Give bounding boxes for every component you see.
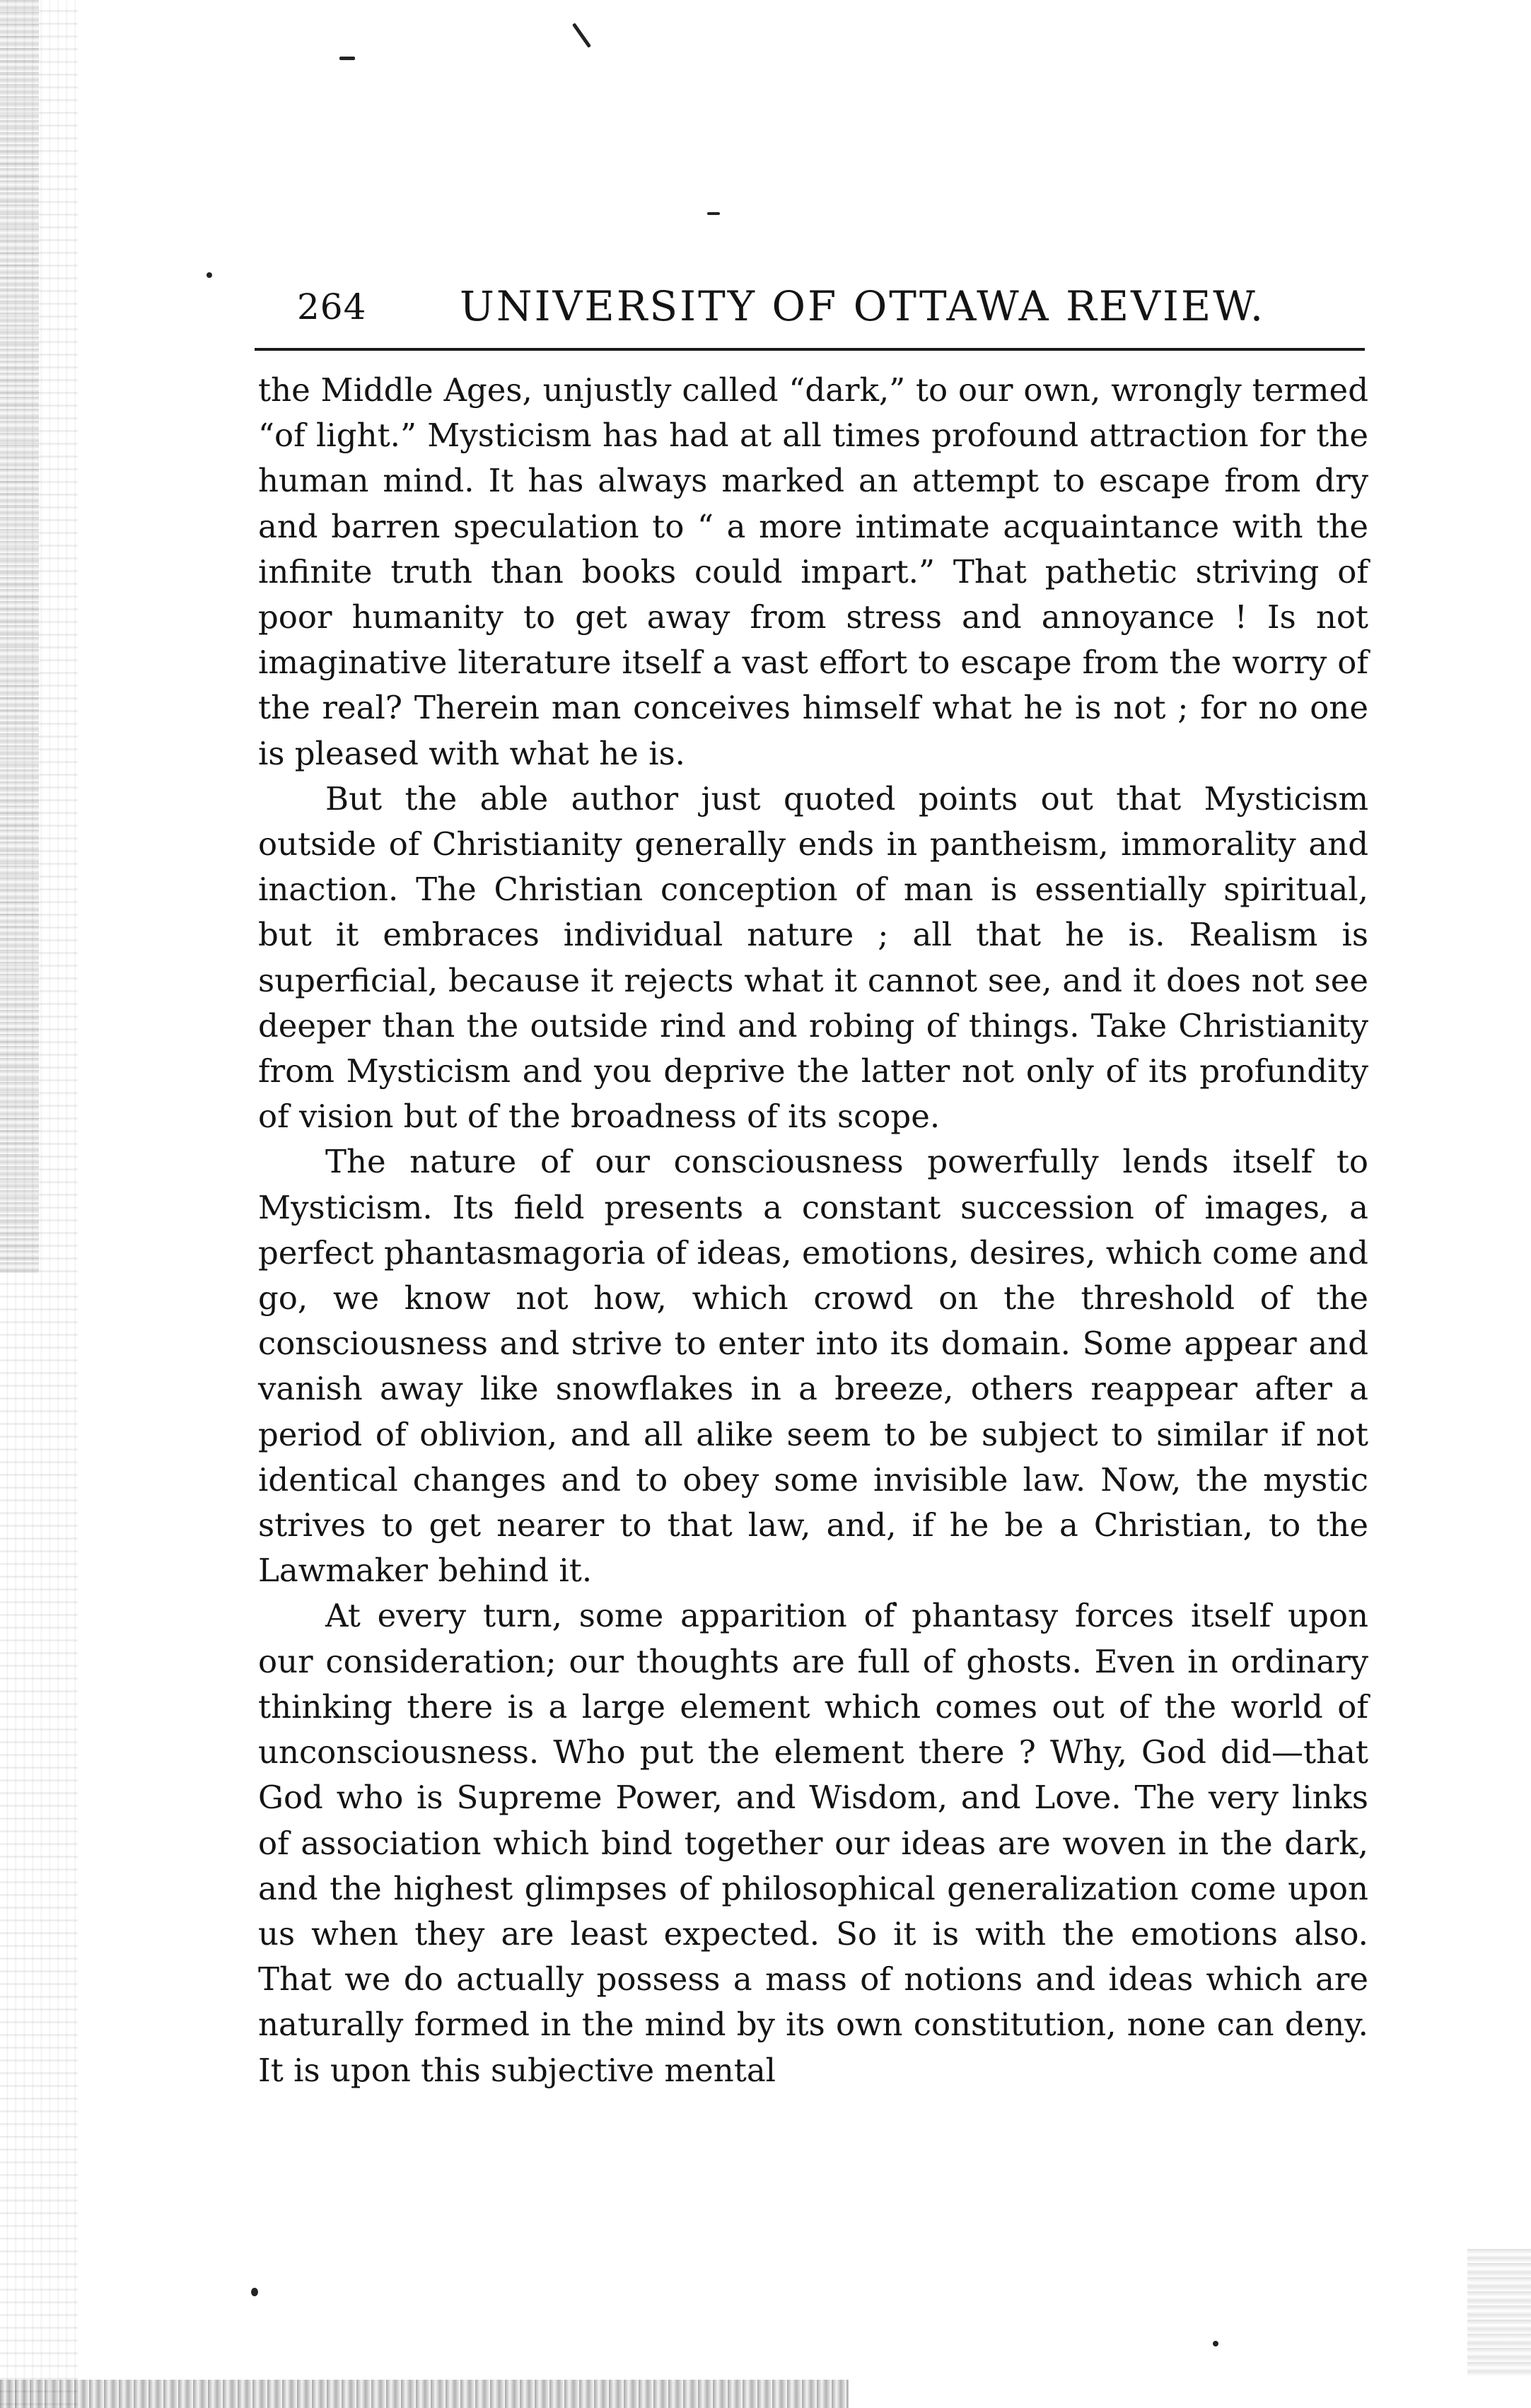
- scan-speck: [206, 272, 212, 278]
- page-number: 264: [297, 286, 367, 327]
- running-header: [297, 279, 1372, 343]
- scan-speck: [1213, 2341, 1218, 2346]
- scan-edge-noise-right: [1467, 2249, 1531, 2376]
- scan-speck: [707, 212, 720, 215]
- scan-speck: [251, 2288, 258, 2296]
- paragraph: At every turn, some apparition of phantasy forces itself upon our consideration; our thoughts are full of ghosts. Even in ordinary thinking there is a large element which comes out of the world of unconsciousness. Who put the element there ? Why, God did—that God who is Supreme Power, and Wisdom, and Love. The very links of association which bind together our ideas are woven in the dark, and the highest glimpses of philosophical generalization come upon us when they are least expected. So it is with the emotions also. That we do actually possess a mass of notions and ideas which are naturally formed in the mind by its own constitution, none can deny. It is upon this subjective mental: [258, 1597, 1368, 2089]
- scan-speck: [339, 57, 355, 60]
- article-body: [258, 368, 1368, 2093]
- scan-speck: [572, 23, 591, 48]
- running-title: UNIVERSITY OF OTTAWA REVIEW.: [460, 282, 1266, 330]
- paragraph: The nature of our consciousness powerfully lends itself to Mysticism. Its field presents a constant succession of images, a perfect phantasmagoria of ideas, emotions, desires, which come and go, we know not how, which crowd on the threshold of the consciousness and strive to enter into its domain. Some appear and vanish away like snowflakes in a breeze, others reappear after a period of oblivion, and all alike seem to be subject to similar if not identical changes and to obey some invisible law. Now, the mystic strives to get nearer to that law, and, if he be a Christian, to the Lawmaker behind it.: [258, 1143, 1368, 1590]
- scan-edge-noise-bottom: [0, 2380, 849, 2408]
- header-rule: [255, 348, 1365, 351]
- paragraph-continued: the Middle Ages, unjustly called “dark,” to our own, wrongly termed “of light.” Mysticism has had at all times profound attraction for the human mind. It has always marked an attempt to escape from dry and barren speculation to “ a more intimate acquaintance with the infinite truth than books could impart.” That pathetic striving of poor humanity to get away from stress and annoyance ! Is not imaginative literature itself a vast effort to escape from the worry of the real? Therein man conceives himself what he is not ; for no one is pleased with what he is.: [258, 371, 1368, 772]
- scan-edge-shadow-left: [0, 0, 39, 1273]
- paragraph: But the able author just quoted points out that Mysticism outside of Christianity generally ends in pantheism, immorality and inaction. The Christian conception of man is essentially spiritual, but it embraces individual nature ; all that he is. Realism is superficial, because it rejects what it cannot see, and it does not see deeper than the outside rind and robing of things. Take Christianity from Mysticism and you deprive the latter not only of its profundity of vision but of the broadness of its scope.: [258, 779, 1368, 1136]
